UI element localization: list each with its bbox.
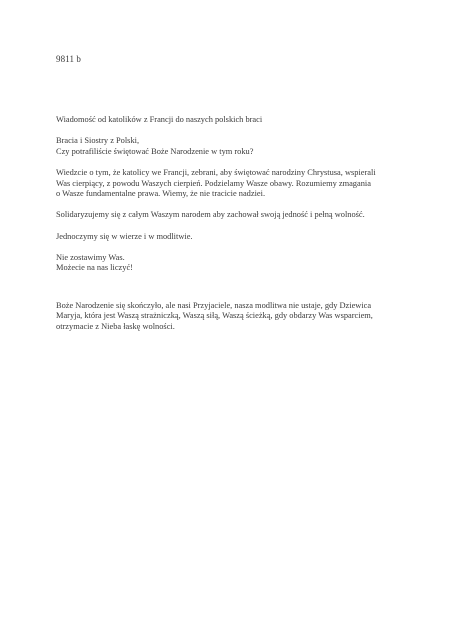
document-id: 9811 b [56, 54, 82, 64]
greeting-paragraph [56, 136, 406, 157]
body-paragraph [56, 210, 406, 221]
text-line: Solidaryzujemy się z całym Waszym narodem aby zachował swoją jedność i pełną wolność. [56, 210, 365, 220]
text-line: otrzymacie z Nieba łaskę wolności. [56, 321, 175, 331]
text-line: Wiedzcie o tym, że katolicy we Francji, zebrani, aby świętować narodziny Chrystusa, wspierali [56, 167, 376, 177]
spacer [56, 285, 406, 301]
text-line: Nie zostawimy Was. [56, 252, 125, 262]
letter-body [56, 115, 406, 343]
text-line: Was cierpiący, z powodu Waszych cierpień. Podzielamy Wasze obawy. Rozumiemy zmagania [56, 178, 371, 188]
text-line: Wiadomość od katolików z Francji do naszych polskich braci [56, 115, 263, 124]
text-line: Możecie na nas liczyć! [56, 263, 133, 273]
letter-heading [56, 115, 406, 126]
text-line: Bracia i Siostry z Polski, [56, 136, 140, 146]
text-line: Jednoczymy się w wierze i w modlitwie. [56, 231, 193, 241]
body-paragraph [56, 232, 406, 243]
body-paragraph [56, 168, 406, 200]
body-paragraph [56, 253, 406, 274]
closing-paragraph [56, 301, 406, 333]
text-line: Boże Narodzenie się skończyło, ale nasi Przyjaciele, nasza modlitwa nie ustaje, gdy Dziewica [56, 300, 372, 310]
text-line: o Wasze fundamentalne prawa. Wiemy, że nie tracicie nadziei. [56, 189, 266, 199]
text-line: Czy potrafiliście świętować Boże Narodzenie w tym roku? [56, 146, 254, 156]
text-line: Maryja, która jest Waszą strażniczką, Waszą siłą, Waszą ścieżką, gdy obdarzy Was wsparciem, [56, 311, 373, 321]
